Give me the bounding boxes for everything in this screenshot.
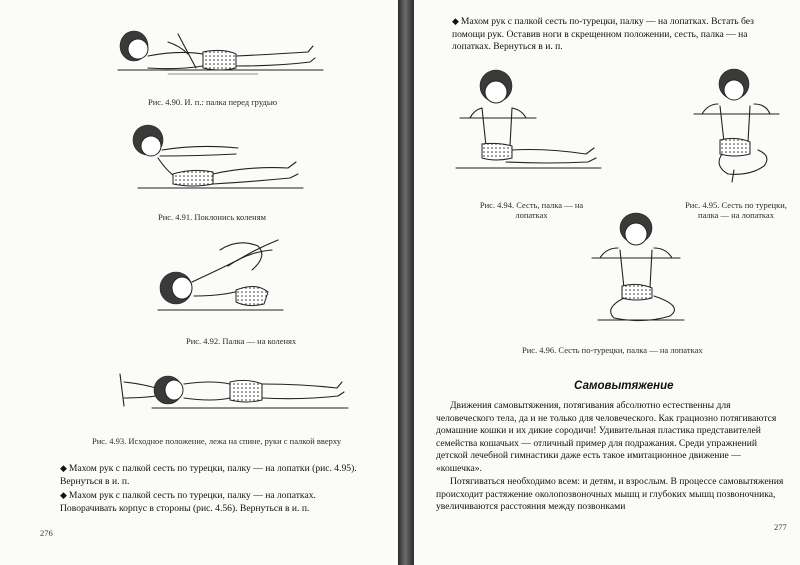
figure-4-91-caption: Рис. 4.91. Поклонись коленям — [158, 212, 266, 222]
right-paragraph-1: Движения самовытяжения, потягивания абсолютно естественны для человеческого тела, да и не только для человеческого. Как грациозно потягиваются домашние кошки и их дикие сородичи! Удивительная пластика представителей семейства кошачьих — отличный пример для подражания. Среди упражнений детской лечебной гимнастики даже есть такое имитационное движение — «кошечка». — [436, 400, 777, 474]
section-heading: Самовытяжение — [574, 380, 674, 392]
left-paragraph-2-text: Махом рук с палкой сесть по турецки, палку — на лопатках. Поворачивать корпус в стороны (рис. 4.56). Вернуться в и. п. — [60, 490, 316, 514]
diamond-bullet-icon: ◆ — [452, 16, 459, 26]
right-page — [414, 0, 800, 565]
figure-4-95-caption-text: Рис. 4.95. Сесть по турецки, палка — на лопатках — [685, 200, 787, 220]
left-page — [0, 0, 399, 565]
figure-4-90-illustration — [108, 18, 328, 80]
left-page-number: 276 — [40, 528, 53, 538]
figure-4-93-caption: Рис. 4.93. Исходное положение, лежа на спине, руки с палкой вверху — [92, 436, 342, 446]
diamond-bullet-icon: ◆ — [60, 463, 67, 473]
diamond-bullet-icon: ◆ — [60, 490, 67, 500]
figure-4-95-illustration — [684, 66, 794, 186]
figure-4-90-caption: Рис. 4.90. И. п.: палка перед грудью — [148, 97, 278, 107]
book-gutter — [398, 0, 414, 565]
figure-4-96-illustration — [584, 208, 694, 328]
right-paragraph-top — [452, 15, 782, 54]
left-paragraph-1-text: Махом рук с палкой сесть по турецки, палку — на лопатки (рис. 4.95). Вернуться в и. п. — [60, 463, 357, 487]
figure-4-96-caption: Рис. 4.96. Сесть по-турецки, палка — на лопатках — [522, 345, 703, 355]
figure-4-93-illustration — [112, 362, 352, 420]
figure-4-92-illustration — [148, 230, 288, 320]
right-paragraph-2: Потягиваться необходимо всем: и детям, и взрослым. В процессе самовытяжения происходит растяжение околопозвоночных мышц и глубоких мышц позвоночника, увеличиваются расстояния между позвонками — [436, 476, 784, 512]
right-page-number: 277 — [774, 522, 787, 532]
figure-4-94-caption — [474, 200, 589, 220]
figure-4-91-illustration — [118, 118, 308, 198]
left-paragraph-2 — [60, 489, 360, 515]
right-paragraph-top-text: Махом рук с палкой сесть по-турецки, палку — на лопатках. Встать без помощи рук. Оставив ноги в скрещенном положении, сесть, палка — на лопатках. Вернуться в и. п. — [452, 16, 754, 52]
figure-4-94-illustration — [446, 66, 606, 176]
figure-4-92-caption: Рис. 4.92. Палка — на коленях — [186, 336, 297, 346]
figure-4-94-caption-text: Рис. 4.94. Сесть, палка — на лопатках — [479, 200, 584, 220]
left-paragraph-1 — [60, 462, 360, 488]
figure-4-95-caption — [676, 200, 796, 220]
